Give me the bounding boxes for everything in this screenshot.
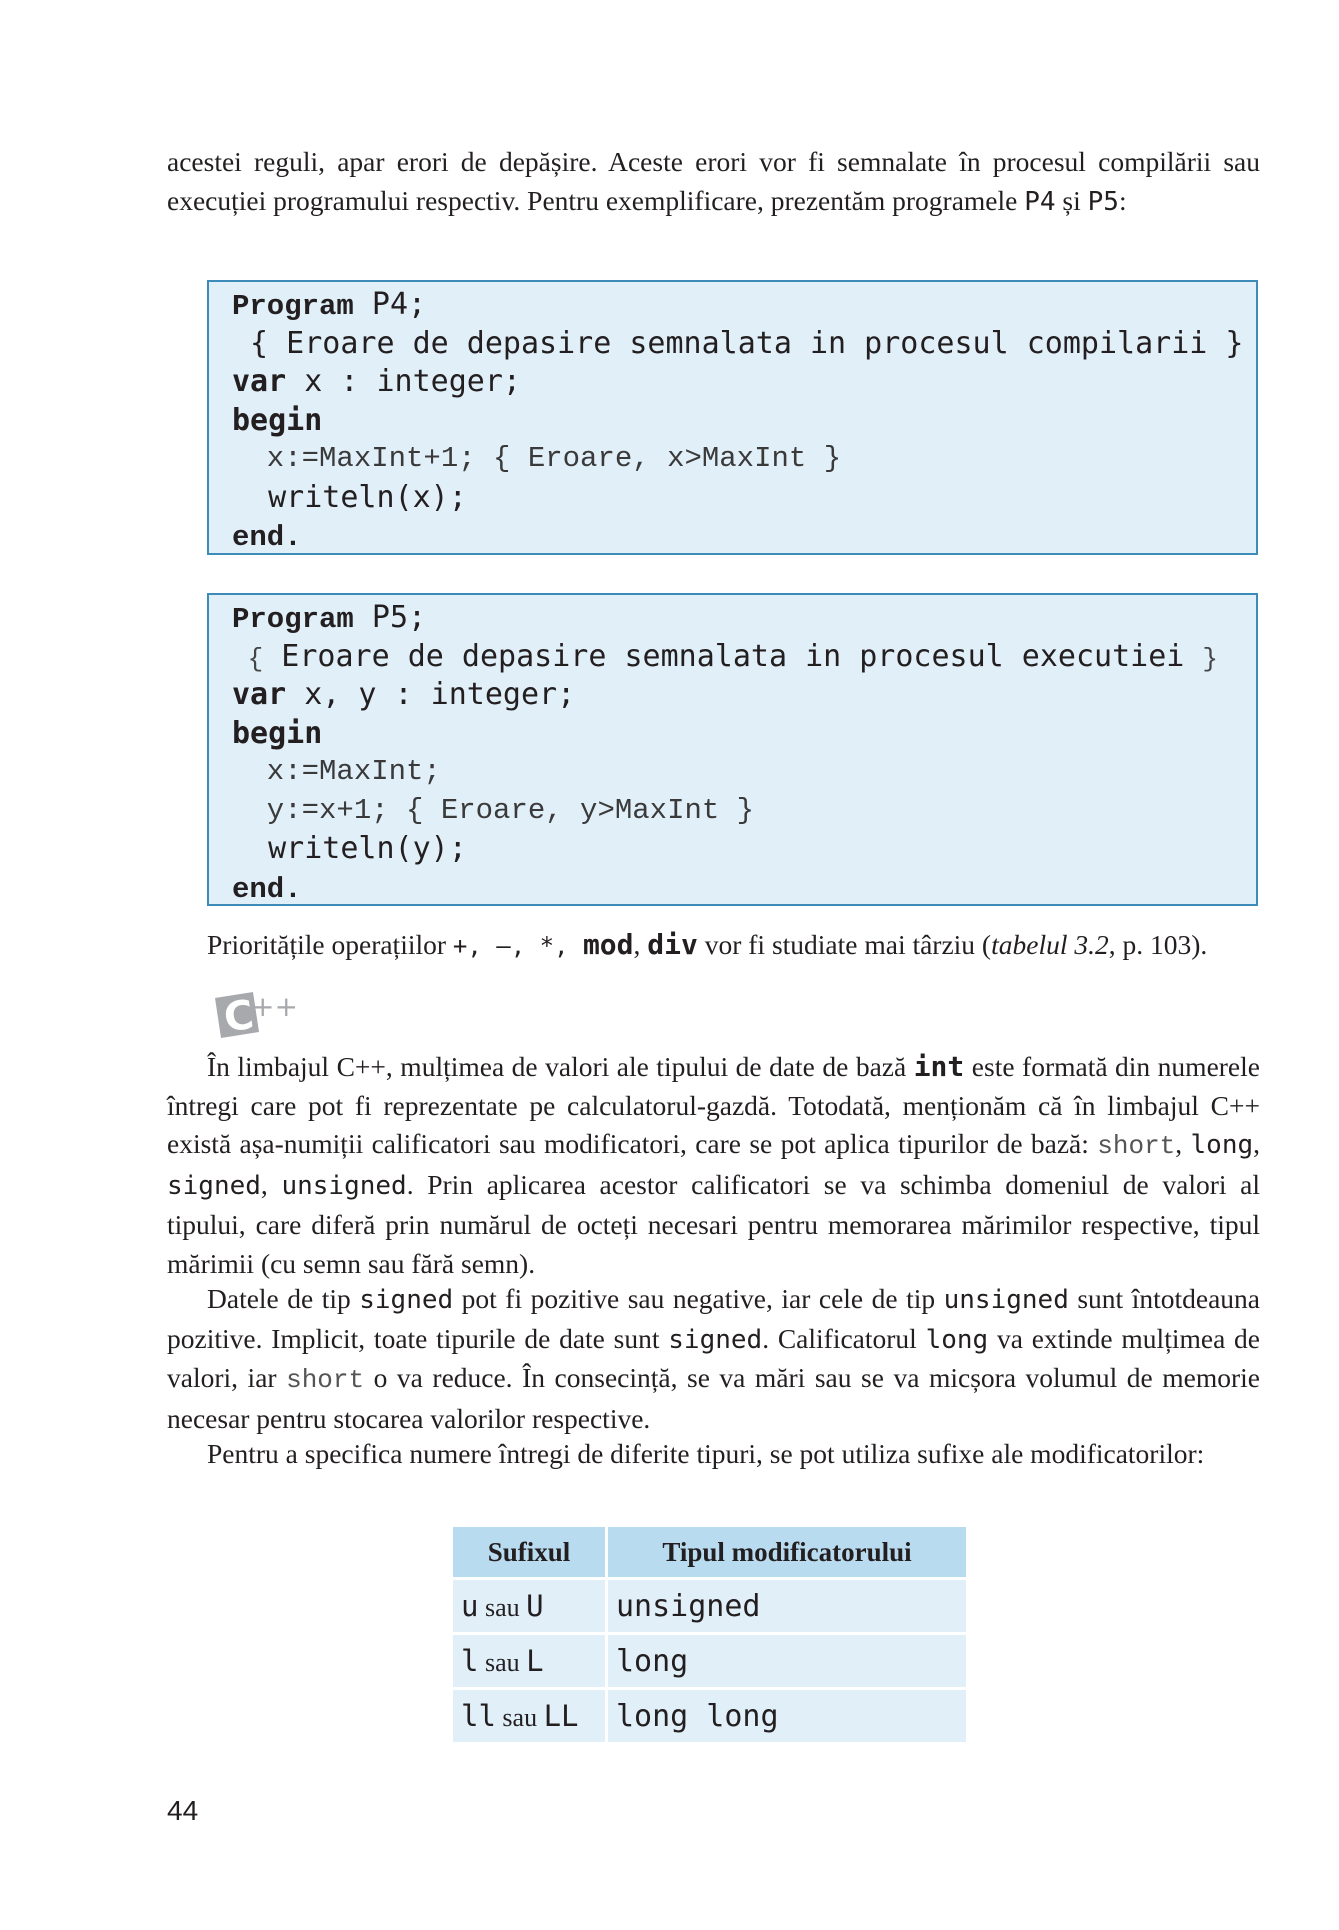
code-line: begin bbox=[232, 402, 323, 438]
code-block-p4 bbox=[207, 280, 1258, 555]
code-line: end. bbox=[232, 872, 302, 906]
intro-text: acestei reguli, apar erori de depășire. Aceste erori vor fi semnalate în procesul compilării sau execuției programului respectiv. Pentru exemplificare, prezentăm programele bbox=[167, 146, 1260, 216]
suffix-cell: l sau L bbox=[453, 1635, 605, 1687]
code-line: var x : integer; bbox=[232, 364, 521, 399]
table-header: Sufixul bbox=[453, 1527, 605, 1577]
code-line: y:=x+1; { Eroare, y>MaxInt } bbox=[232, 793, 755, 827]
code-line: Program P5; bbox=[232, 600, 427, 636]
code-line: begin bbox=[232, 715, 323, 751]
code-block-p5 bbox=[207, 593, 1258, 906]
svg-text:++: ++ bbox=[251, 990, 298, 1023]
code-line: { Eroare de depasire semnalata in procesul executiei } bbox=[232, 638, 1219, 674]
type-cell: long long bbox=[608, 1690, 966, 1742]
svg-text:C: C bbox=[221, 991, 257, 1042]
program-ref-p5: P5 bbox=[1087, 186, 1119, 217]
suffix-cell: u sau U bbox=[453, 1580, 605, 1632]
table-row bbox=[453, 1690, 966, 1742]
program-ref-p4: P4 bbox=[1024, 186, 1056, 217]
cpp-paragraph-1: În limbajul C++, mulțimea de valori ale tipului de date de bază int este formată din numerele întregi care pot fi reprezentate pe calculatorul-gazdă. Totodată, menționăm că în limbajul C++ există așa-numiții calificatori sau modificatori, care se pot aplica tipurilor de bază: short, long, signed, unsigned. Prin aplicarea acestor calificatori se va schimba domeniul de valori al tipului, care diferă prin numărul de octeți necesari pentru memorarea mărimilor respective, tipul mărimii (cu semn sau fără semn). bbox=[167, 1050, 1261, 1279]
priority-note: Prioritățile operațiilor +, –, *, mod, div vor fi studiate mai târziu (tabelul 3.2, p. 103). bbox=[207, 928, 1208, 961]
code-line: Program P4; bbox=[232, 287, 427, 323]
code-line: end. bbox=[232, 521, 302, 554]
table-header: Tipul modificatorului bbox=[608, 1527, 966, 1577]
code-line: x:=MaxInt+1; { Eroare, x>MaxInt } bbox=[232, 442, 842, 475]
code-line: x:=MaxInt; bbox=[232, 755, 441, 788]
type-cell: unsigned bbox=[608, 1580, 966, 1632]
suffix-cell: ll sau LL bbox=[453, 1690, 605, 1742]
type-cell: long bbox=[608, 1635, 966, 1687]
code-line: var x, y : integer; bbox=[232, 677, 576, 712]
intro-paragraph: acestei reguli, apar erori de depășire. Aceste erori vor fi semnalate în procesul compilării sau execuției programului respectiv. Pentru exemplificare, prezentăm programele P4 și P5: bbox=[167, 146, 1260, 217]
code-line: { Eroare de depasire semnalata in procesul compilarii } bbox=[232, 325, 1244, 361]
code-line: writeln(y); bbox=[232, 831, 467, 866]
table-row bbox=[453, 1580, 966, 1632]
suffix-table bbox=[450, 1524, 969, 1745]
cpp-paragraph-2: Datele de tip signed pot fi pozitive sau negative, iar cele de tip unsigned sunt întotdeauna pozitive. Implicit, toate tipurile de date sunt signed. Calificatorul long va extinde mulțimea de valori, iar short o va reduce. În consecință, se va mări sau se va micșora volumul de memorie necesar pentru stocarea valorilor respective. bbox=[167, 1283, 1260, 1435]
cpp-logo-icon bbox=[207, 986, 307, 1048]
table-row bbox=[453, 1635, 966, 1687]
code-line: writeln(x); bbox=[232, 479, 467, 515]
table-header-row bbox=[453, 1527, 966, 1577]
cpp-paragraph-3: Pentru a specifica numere întregi de diferite tipuri, se pot utiliza sufixe ale modificatorilor: bbox=[207, 1438, 1205, 1469]
page-number: 44 bbox=[167, 1795, 199, 1826]
